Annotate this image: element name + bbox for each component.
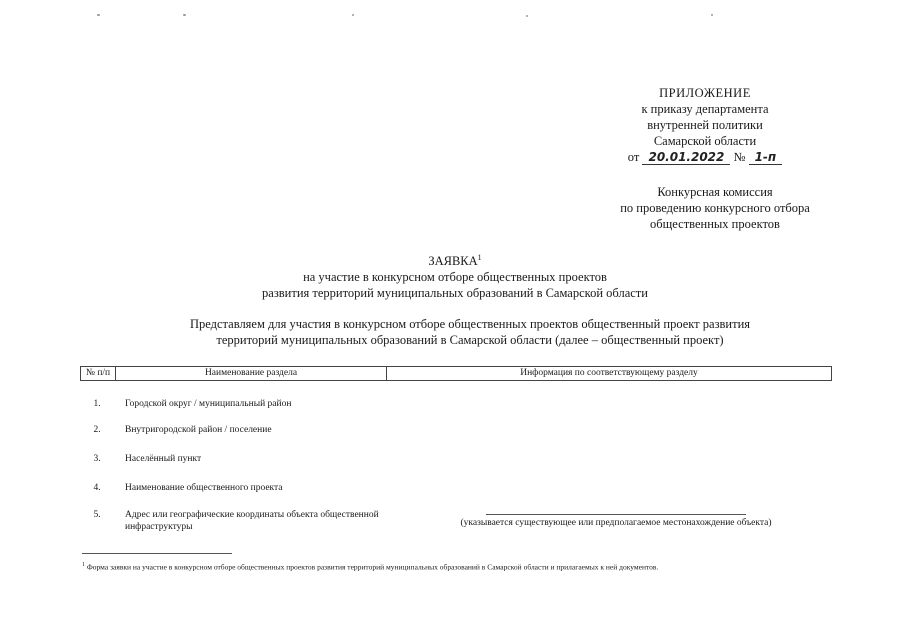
- form-table-header: [80, 366, 832, 381]
- appendix-line: Самарской области: [653, 134, 757, 148]
- intro-line: Представляем для участия в конкурсном отборе общественных проектов общественный проект развития: [189, 317, 751, 331]
- order-date-line: [580, 149, 830, 165]
- scan-speck: [352, 14, 354, 16]
- scan-speck: [183, 14, 186, 16]
- column-header-number: № п/п: [81, 367, 116, 381]
- column-header-section: Наименование раздела: [116, 367, 387, 381]
- row-name: Населённый пункт: [125, 454, 202, 464]
- heading-line: развития территорий муниципальных образований в Самарской области: [262, 286, 648, 301]
- commission-line: общественных проектов: [650, 217, 780, 231]
- commission-block: [580, 184, 850, 232]
- row-number: 5.: [93, 510, 101, 520]
- order-date: 20.01.2022: [642, 150, 730, 165]
- footnote-mark: 1: [477, 253, 482, 262]
- column-header-info: Информация по соответствующему разделу: [387, 367, 832, 381]
- footnote-divider: [82, 553, 232, 554]
- scan-speck: [97, 14, 100, 16]
- row-info: [400, 509, 832, 529]
- title-text: ЗАЯВКА: [428, 254, 478, 269]
- table-header-row: [81, 367, 832, 381]
- row-name: Городской округ / муниципальный район: [125, 399, 292, 409]
- commission-line: Конкурсная комиссия: [657, 185, 773, 199]
- footnote: [82, 560, 834, 573]
- row-number: 1.: [93, 399, 101, 409]
- appendix-title: ПРИЛОЖЕНИЕ: [659, 86, 751, 100]
- row-number: 3.: [93, 454, 101, 464]
- intro-line: территорий муниципальных образований в Самарской области (далее – общественный проект): [216, 333, 724, 347]
- scan-speck: [526, 15, 528, 17]
- row-name: Наименование общественного проекта: [125, 483, 283, 493]
- row-number: 2.: [93, 425, 101, 435]
- fill-in-line: [486, 514, 746, 515]
- application-heading: [150, 250, 760, 301]
- row-info-hint: (указывается существующее или предполагаемое местонахождение объекта): [460, 518, 772, 528]
- row-number: 4.: [93, 483, 101, 493]
- application-title: [150, 250, 760, 269]
- appendix-block: [580, 85, 830, 165]
- commission-line: по проведению конкурсного отбора: [620, 201, 810, 215]
- date-prefix: от: [627, 150, 640, 164]
- footnote-number: 1: [82, 562, 85, 568]
- appendix-line: внутренней политики: [647, 118, 763, 132]
- footnote-text: Форма заявки на участие в конкурсном отборе общественных проектов развития территорий муниципальных образований в Самарской области и прилагаемых к ней документов.: [86, 562, 659, 572]
- order-number: 1-п: [749, 150, 783, 165]
- row-name: Адрес или географические координаты объекта общественной инфраструктуры: [125, 510, 379, 532]
- heading-line: на участие в конкурсном отборе общественных проектов: [303, 270, 607, 285]
- scan-speck: [711, 14, 713, 16]
- appendix-line: к приказу департамента: [641, 102, 769, 116]
- intro-paragraph: [120, 316, 820, 348]
- number-prefix: №: [733, 150, 746, 164]
- row-name: Внутригородской район / поселение: [125, 425, 272, 435]
